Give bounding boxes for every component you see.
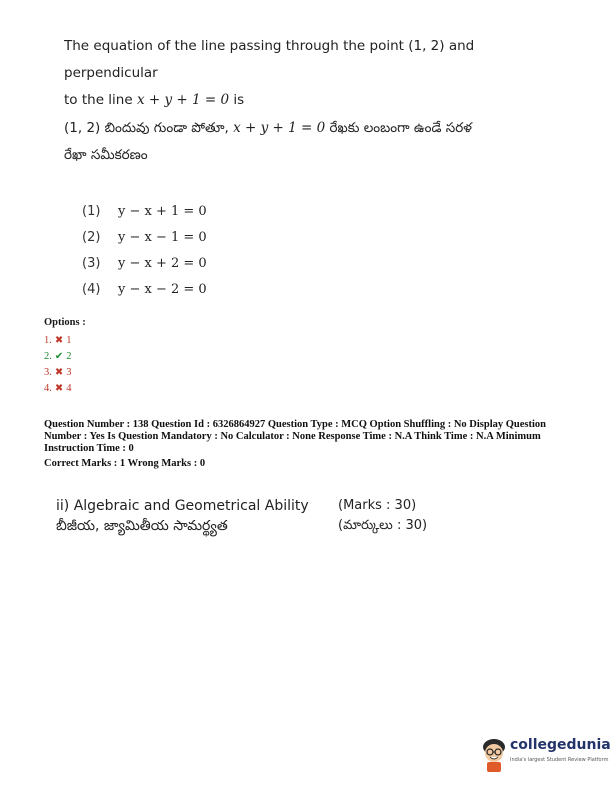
answer-value: 3	[66, 367, 72, 378]
options-header: Options :	[44, 317, 86, 328]
answer-key-item	[44, 365, 72, 381]
answer-value: 2	[66, 351, 72, 362]
option-equation: y − x − 2 = 0	[118, 281, 207, 297]
option-equation: y − x + 1 = 0	[118, 203, 207, 219]
answer-key-list	[44, 333, 72, 397]
wrong-cross-icon: ✖	[54, 335, 64, 346]
question-english-equation: x + y + 1 = 0	[136, 92, 230, 108]
option-number: (4)	[82, 281, 101, 297]
mascot-icon	[478, 733, 510, 775]
answer-value: 1	[66, 335, 72, 346]
brand-name: collegedunia	[510, 737, 611, 753]
option-item	[82, 250, 207, 276]
marks-info: Correct Marks : 1 Wrong Marks : 0	[44, 458, 206, 469]
section-marks	[338, 496, 427, 536]
option-item	[82, 224, 207, 250]
question-english-line1: The equation of the line passing through the point (1, 2) and perpendicular	[64, 38, 475, 81]
question-english-prefix: to the line	[64, 92, 133, 108]
option-equation: y − x − 1 = 0	[118, 229, 207, 245]
option-item	[82, 276, 207, 302]
question-metadata: Question Number : 138 Question Id : 6326864927 Question Type : MCQ Option Shuffling : No Display Question Number : Yes Is Question Mandatory : No Calculator : None Response Time : N.A Think Time : N.A Minimum Instruction Time : 0	[44, 419, 547, 454]
answer-key-item	[44, 349, 72, 365]
question-telugu-prefix: (1, 2) బిందువు గుండా పోతూ,	[64, 120, 229, 136]
question-english-suffix: is	[233, 92, 245, 108]
wrong-cross-icon: ✖	[54, 383, 64, 394]
section-marks-english: (Marks : 30)	[338, 498, 417, 513]
option-item	[82, 198, 207, 224]
section-marks-telugu: (మార్కులు : 30)	[338, 518, 428, 533]
question-telugu	[64, 115, 564, 169]
question-english	[64, 33, 564, 114]
option-number: (3)	[82, 255, 101, 271]
question-telugu-equation: x + y + 1 = 0	[233, 120, 326, 136]
option-number: (1)	[82, 203, 101, 219]
answer-index: 2.	[44, 351, 52, 362]
question-telugu-line2: రేఖా సమీకరణం	[64, 147, 148, 163]
option-number: (2)	[82, 229, 101, 245]
answer-index: 1.	[44, 335, 52, 346]
question-telugu-line1	[64, 115, 564, 142]
correct-check-icon: ✔	[54, 351, 64, 362]
answer-key-item	[44, 333, 72, 349]
answer-index: 3.	[44, 367, 52, 378]
answer-value: 4	[66, 383, 72, 394]
answer-index: 4.	[44, 383, 52, 394]
question-telugu-suffix: రేఖకు లంబంగా ఉండే సరళ	[329, 120, 472, 136]
wrong-cross-icon: ✖	[54, 367, 64, 378]
question-english-line2	[64, 87, 564, 114]
option-list	[82, 198, 207, 302]
section-title	[56, 496, 309, 536]
answer-key-item	[44, 381, 72, 397]
section-title-english: ii) Algebraic and Geometrical Ability	[56, 498, 309, 514]
brand-tagline: India's largest Student Review Platform	[510, 757, 609, 763]
section-title-telugu: బీజీయ, జ్యామితీయ సామర్థ్యత	[56, 518, 228, 534]
option-equation: y − x + 2 = 0	[118, 255, 207, 271]
